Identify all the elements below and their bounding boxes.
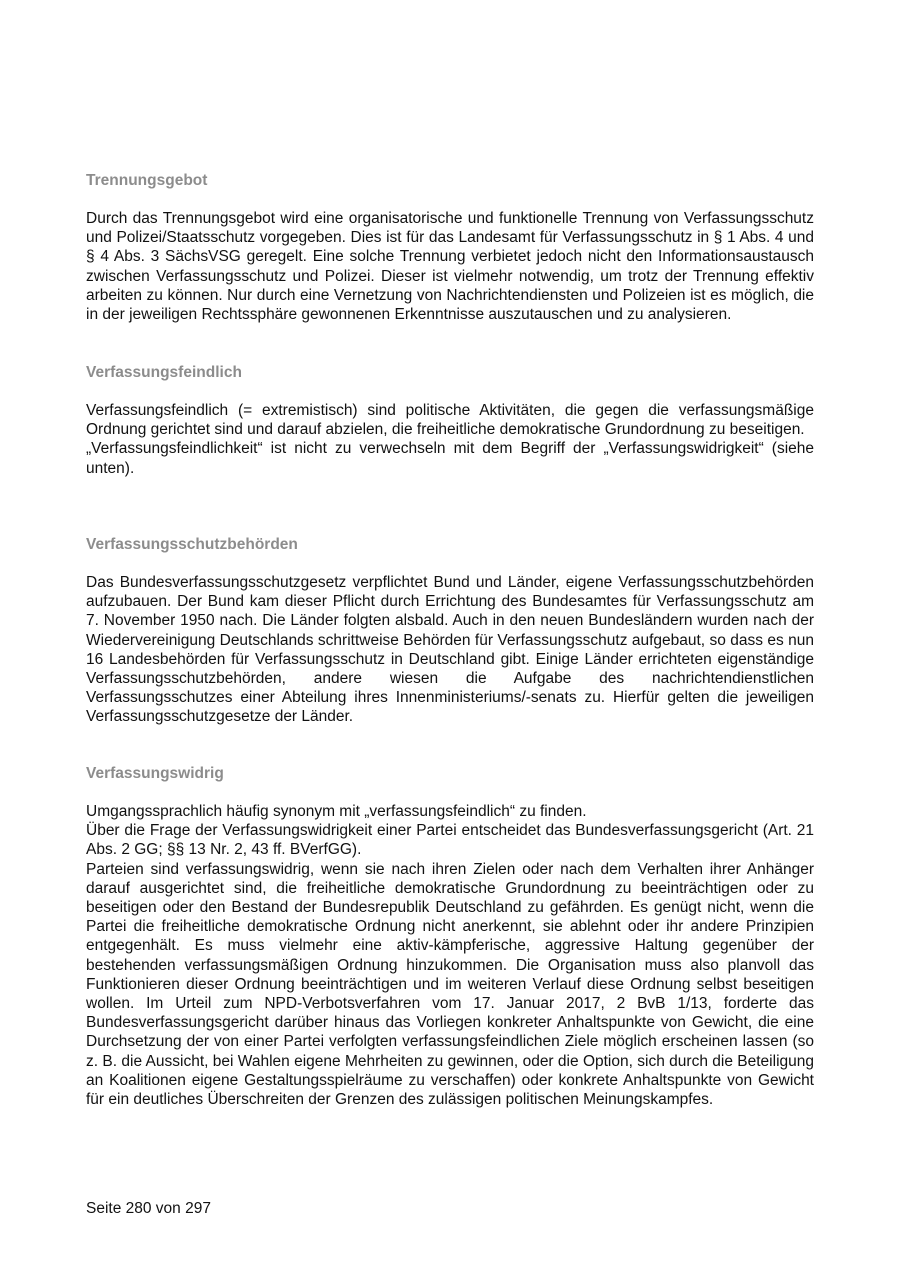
- page-number-footer: Seite 280 von 297: [86, 1200, 211, 1217]
- paragraph: Das Bundesverfassungsschutzgesetz verpflichtet Bund und Länder, eigene Verfassungsschutzbehörden aufzubauen. Der Bund kam dieser Pflicht durch Errichtung des Bundesamtes für Verfassungsschutz am 7. November 1950 nach. Die Länder folgten alsbald. Auch in den neuen Bundesländern wurden nach der Wiedervereinigung Deutschlands schrittweise Behörden für Verfassungsschutz aufgebaut, so dass es nun 16 Landesbehörden für Verfassungsschutz in Deutschland gibt. Einige Länder errichteten eigenständige Verfassungsschutzbehörden, andere wiesen die Aufgabe des nachrichtendienstlichen Verfassungsschutzes einer Abteilung ihres Innenministeriums/-senats zu. Hierfür gelten die jeweiligen Verfassungsschutzgesetze der Länder.: [86, 574, 814, 726]
- paragraph: Parteien sind verfassungswidrig, wenn sie nach ihren Zielen oder nach dem Verhalten ihrer Anhänger darauf ausgerichtet sind, die freiheitliche demokratische Grundordnung zu beeinträchtigen oder zu beseitigen oder den Bestand der Bundesrepublik Deutschland zu gefährden. Es genügt nicht, wenn die Partei die freiheitliche demokratische Ordnung nicht anerkennt, sie ablehnt oder ihr andere Prinzipien entgegenhält. Es muss vielmehr eine aktiv-kämpferische, aggressive Haltung gegenüber der bestehenden verfassungsmäßigen Ordnung hinzukommen. Die Organisation muss also planvoll das Funktionieren dieser Ordnung beeinträchtigen und im weiteren Verlauf diese Ordnung selbst beseitigen wollen. Im Urteil zum NPD-Verbotsverfahren vom 17. Januar 2017, 2 BvB 1/13, forderte das Bundesverfassungsgericht darüber hinaus das Vorliegen konkreter Anhaltspunkte von Gewicht, die eine Durchsetzung der von einer Partei verfolgten verfassungsfeindlichen Ziele möglich erscheinen lassen (so z. B. die Aussicht, bei Wahlen eigene Mehrheiten zu gewinnen, oder die Option, sich durch die Beteiligung an Koalitionen eigene Gestaltungsspielräume zu verschaffen) oder konkrete Anhaltspunkte von Gewicht für ein deutliches Überschreiten der Grenzen des zulässigen politischen Meinungskampfes.: [86, 860, 814, 1109]
- paragraph: Umgangssprachlich häufig synonym mit „verfassungsfeindlich“ zu finden.: [86, 803, 587, 820]
- section-heading-verfassungsfeindlich: Verfassungsfeindlich: [86, 364, 242, 381]
- section-body-verfassungswidrig: [86, 802, 814, 1109]
- section-heading-verfassungsschutzbehoerden: Verfassungsschutzbehörden: [86, 536, 298, 553]
- section-body-verfassungsfeindlich: [86, 401, 814, 478]
- section-heading-verfassungswidrig: Verfassungswidrig: [86, 765, 224, 782]
- section-body-trennungsgebot: [86, 209, 814, 324]
- section-heading-trennungsgebot: Trennungsgebot: [86, 172, 208, 189]
- paragraph: Über die Frage der Verfassungswidrigkeit einer Partei entscheidet das Bundesverfassungsgericht (Art. 21 Abs. 2 GG; §§ 13 Nr. 2, 43 ff. BVerfGG).: [86, 822, 814, 859]
- section-body-verfassungsschutzbehoerden: [86, 573, 814, 727]
- paragraph: Durch das Trennungsgebot wird eine organisatorische und funktionelle Trennung von Verfassungsschutz und Polizei/Staatsschutz vorgegeben. Dies ist für das Landesamt für Verfassungsschutz in § 1 Abs. 4 und § 4 Abs. 3 SächsVSG geregelt. Eine solche Trennung verbietet jedoch nicht den Informationsaustausch zwischen Verfassungsschutz und Polizei. Dieser ist vielmehr notwendig, um trotz der Trennung effektiv arbeiten zu können. Nur durch eine Vernetzung von Nachrichtendiensten und Polizeien ist es möglich, die in der jeweiligen Rechtssphäre gewonnenen Erkenntnisse auszutauschen und zu analysieren.: [86, 210, 814, 324]
- paragraph: Verfassungsfeindlich (= extremistisch) sind politische Aktivitäten, die gegen die verfassungsmäßige Ordnung gerichtet sind und darauf abzielen, die freiheitliche demokratische Grundordnung zu beseitigen.: [86, 402, 814, 439]
- paragraph: „Verfassungsfeindlichkeit“ ist nicht zu verwechseln mit dem Begriff der „Verfassungswidrigkeit“ (siehe unten).: [86, 440, 814, 477]
